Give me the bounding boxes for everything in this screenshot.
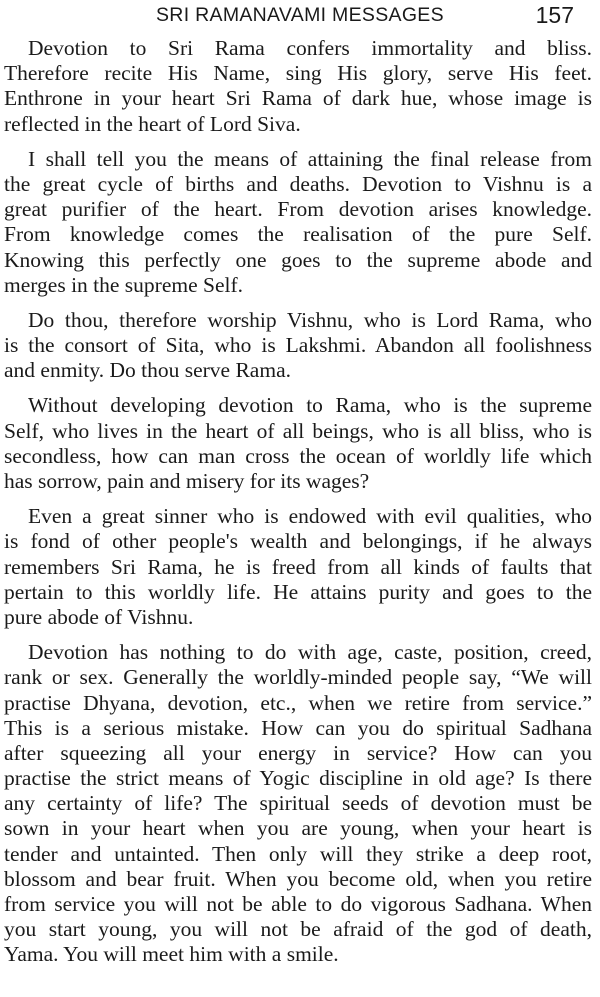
text-line: Without developing devotion to Rama, who is the supreme (28, 393, 592, 418)
text-line: Devotion has nothing to do with age, caste, position, creed, (28, 640, 592, 665)
text-line: sown in your heart when you are young, when your heart is (4, 816, 592, 841)
paragraph (0, 36, 600, 137)
text-line: after squeezing all your energy in service? How can you (4, 740, 592, 765)
text-line: has sorrow, pain and misery for its wages? (4, 469, 370, 493)
text-line: the great cycle of births and deaths. Devotion to Vishnu is a (4, 171, 592, 196)
text-line: blossom and bear fruit. When you become old, when you retire (4, 866, 592, 891)
body-text (0, 36, 600, 978)
text-line: pertain to this worldly life. He attains purity and goes to the (4, 579, 592, 604)
text-line: Self, who lives in the heart of all beings, who is all bliss, who is (4, 418, 592, 443)
text-line: From knowledge comes the realisation of the pure Self. (4, 222, 592, 247)
page-number: 157 (535, 2, 574, 28)
text-line: Enthrone in your heart Sri Rama of dark hue, whose image is (4, 86, 592, 111)
text-line: tender and untainted. Then only will they strike a deep root, (4, 841, 592, 866)
text-line: Do thou, therefore worship Vishnu, who is Lord Rama, who (28, 307, 592, 332)
text-line: Even a great sinner who is endowed with evil qualities, who (28, 504, 592, 529)
paragraph (0, 147, 600, 298)
text-line: practise Dhyana, devotion, etc., when we retire from service.” (4, 690, 592, 715)
text-line: you start young, you will not be afraid of the god of death, (4, 917, 592, 942)
running-head: SRI RAMANAVAMI MESSAGES (156, 4, 444, 26)
text-line: I shall tell you the means of attaining the final release from (28, 146, 592, 171)
text-line: This is a serious mistake. How can you do spiritual Sadhana (4, 715, 592, 740)
page-header (8, 2, 594, 32)
paragraph (0, 640, 600, 967)
text-line: and enmity. Do thou serve Rama. (4, 358, 291, 383)
text-line: great purifier of the heart. From devotion arises knowledge. (4, 197, 592, 222)
paragraph (0, 308, 600, 384)
text-line: practise the strict means of Yogic discipline in old age? Is there (4, 766, 592, 791)
text-line: Devotion to Sri Rama confers immortality and bliss. (28, 36, 592, 60)
text-line: any certainty of life? The spiritual seeds of devotion must be (4, 791, 592, 816)
paragraph (0, 393, 600, 494)
text-line: from service you will not be able to do vigorous Sadhana. When (4, 892, 592, 916)
text-line: rank or sex. Generally the worldly-minded people say, “We will (4, 665, 592, 690)
text-line: pure abode of Vishnu. (4, 604, 194, 629)
text-line: Knowing this perfectly one goes to the supreme abode and (4, 247, 592, 272)
text-line: Therefore recite His Name, sing His glory, serve His feet. (4, 61, 592, 86)
text-line: is the consort of Sita, who is Lakshmi. Abandon all foolishness (4, 333, 592, 358)
text-line: merges in the supreme Self. (4, 272, 244, 297)
text-line: remembers Sri Rama, he is freed from all kinds of faults that (4, 554, 592, 579)
text-line: reflected in the heart of Lord Siva. (4, 111, 301, 136)
paragraph (0, 504, 600, 630)
text-line: secondless, how can man cross the ocean of worldly life which (4, 443, 592, 468)
text-line: is fond of other people's wealth and belongings, if he always (4, 529, 592, 554)
text-line: Yama. You will meet him with a smile. (4, 942, 339, 967)
